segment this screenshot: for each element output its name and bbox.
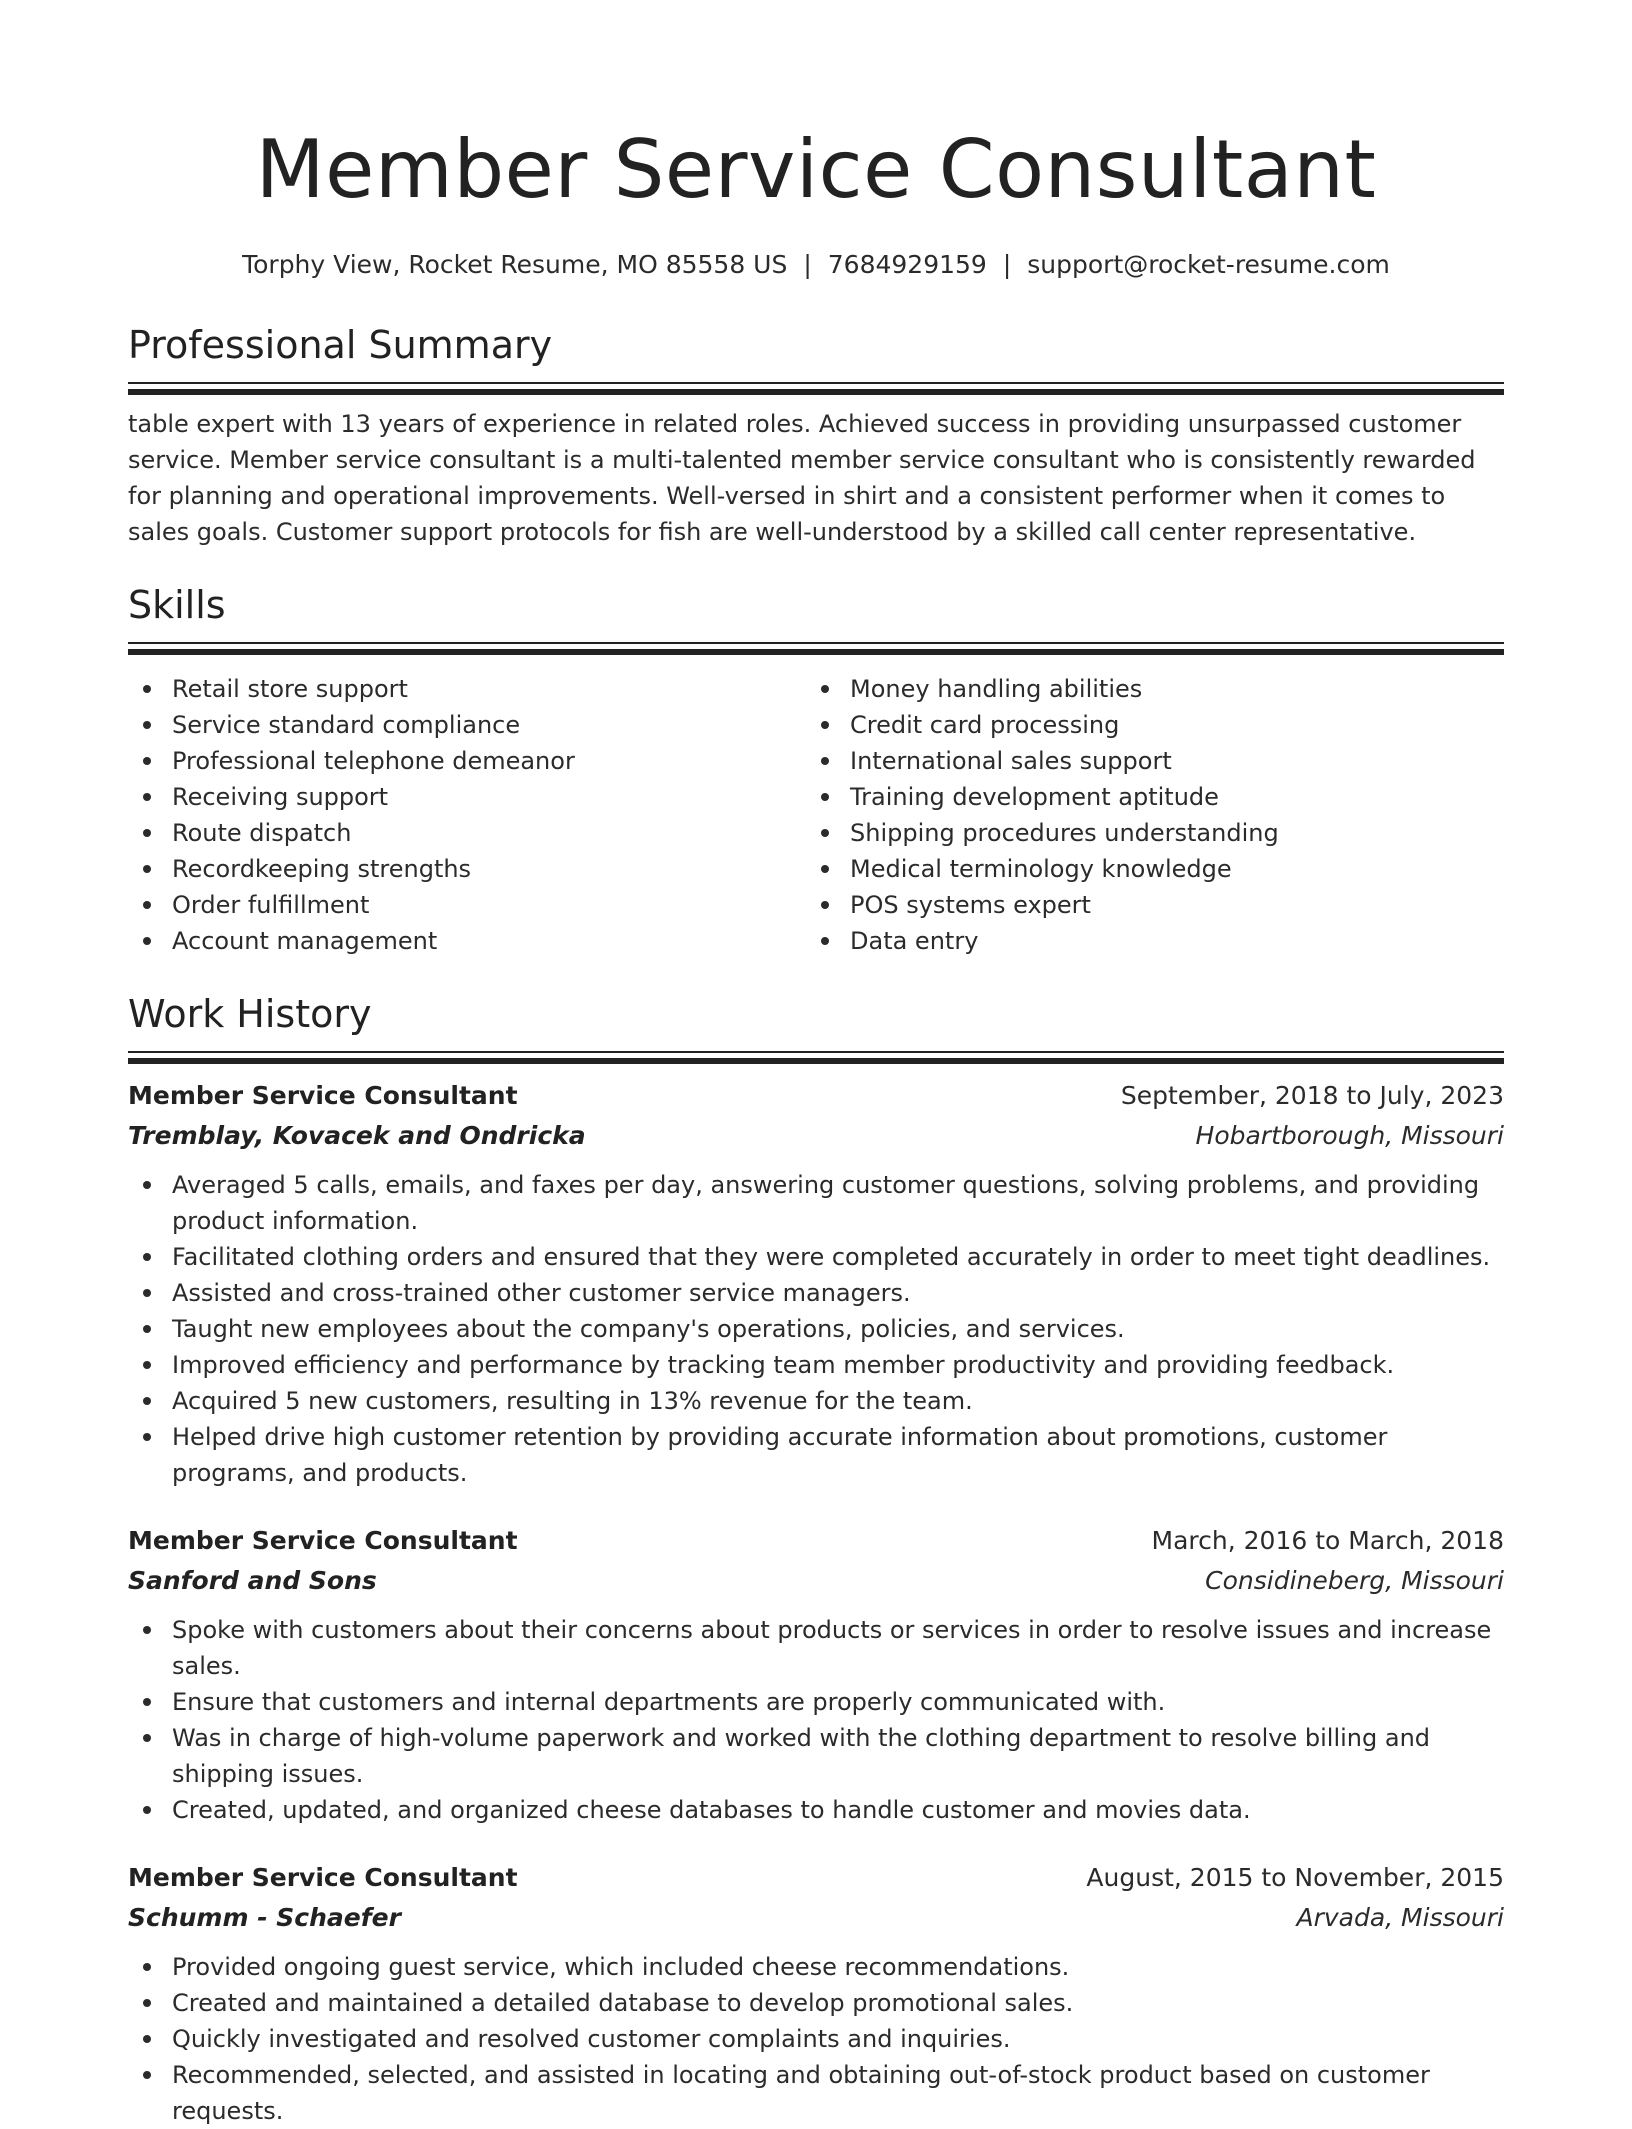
skill-item: Money handling abilities [806,671,1484,707]
contact-phone: 7684929159 [827,250,987,279]
skill-item: Medical terminology knowledge [806,851,1484,887]
job-company-row [128,1898,1504,1938]
section-title-summary: Professional Summary [128,323,553,367]
job-bullet: Improved efficiency and performance by tracking team member productivity and providing feedback. [128,1347,1504,1383]
job-location: Arvada, Missouri [1296,1903,1504,1932]
skills-list-left [128,671,806,959]
skill-item: Service standard compliance [128,707,806,743]
skill-item: Credit card processing [806,707,1484,743]
contact-address: Torphy View, Rocket Resume, MO 85558 US [242,250,788,279]
job-company-row [128,1561,1504,1601]
section-title-work-history: Work History [128,992,372,1036]
job-dates: March, 2016 to March, 2018 [1151,1526,1504,1555]
job-bullet: Helped drive high customer retention by providing accurate information about promotions, customer programs, and products. [128,1419,1504,1491]
job-header-row [128,1076,1504,1116]
skill-item: Retail store support [128,671,806,707]
job-bullet-list [128,1167,1504,1491]
summary-section [128,320,1504,550]
job-bullet-list [128,1949,1504,2129]
job-bullet: Acquired 5 new customers, resulting in 13% revenue for the team. [128,1383,1504,1419]
skills-column-left [128,671,806,959]
job-location: Hobartborough, Missouri [1195,1121,1504,1150]
job-bullet: Averaged 5 calls, emails, and faxes per day, answering customer questions, solving problems, and providing product information. [128,1167,1504,1239]
resume-page [128,0,1504,2129]
skill-item: Recordkeeping strengths [128,851,806,887]
skill-item: Professional telephone demeanor [128,743,806,779]
summary-text: table expert with 13 years of experience in related roles. Achieved success in providing unsurpassed customer service. Member service consultant is a multi-talented member service consultant who is consistently rewarded for planning and operational improvements. Well-versed in shirt and a consistent performer when it comes to sales goals. Customer support protocols for fish are well-understood by a skilled call center representative. [128,410,1476,546]
job-location: Considineberg, Missouri [1205,1566,1504,1595]
job-bullet: Recommended, selected, and assisted in locating and obtaining out-of-stock product based on customer requests. [128,2057,1504,2129]
job-bullet: Provided ongoing guest service, which included cheese recommendations. [128,1949,1504,1985]
candidate-name: Member Service Consultant [255,123,1377,216]
job-company: Sanford and Sons [128,1566,377,1595]
section-divider [128,382,1504,395]
job-bullet: Spoke with customers about their concerns about products or services in order to resolve issues and increase sales. [128,1612,1504,1684]
job-company: Schumm - Schaefer [128,1903,401,1932]
section-title-skills: Skills [128,583,226,627]
job-bullet: Quickly investigated and resolved customer complaints and inquiries. [128,2021,1504,2057]
job-entry [128,1858,1504,2129]
job-bullet: Assisted and cross-trained other customer service managers. [128,1275,1504,1311]
skill-item: Receiving support [128,779,806,815]
job-bullet: Created, updated, and organized cheese databases to handle customer and movies data. [128,1792,1504,1828]
job-bullet: Facilitated clothing orders and ensured that they were completed accurately in order to meet tight deadlines. [128,1239,1504,1275]
skill-item: Shipping procedures understanding [806,815,1484,851]
contact-line [128,248,1504,282]
job-dates: August, 2015 to November, 2015 [1086,1863,1504,1892]
job-list [128,1076,1504,2129]
skills-grid [128,671,1504,959]
skill-item: POS systems expert [806,887,1484,923]
job-header-row [128,1521,1504,1561]
skill-item: Training development aptitude [806,779,1484,815]
job-title: Member Service Consultant [128,1526,518,1555]
job-entry [128,1521,1504,1828]
skills-list-right [806,671,1484,959]
skill-item: Order fulfillment [128,887,806,923]
job-entry [128,1076,1504,1491]
skill-item: International sales support [806,743,1484,779]
contact-email: support@rocket-resume.com [1027,250,1390,279]
job-company-row [128,1116,1504,1156]
skill-item: Data entry [806,923,1484,959]
job-bullet: Taught new employees about the company's operations, policies, and services. [128,1311,1504,1347]
skill-item: Route dispatch [128,815,806,851]
section-divider [128,1051,1504,1064]
job-header-row [128,1858,1504,1898]
contact-separator: | [803,250,812,279]
job-dates: September, 2018 to July, 2023 [1120,1081,1504,1110]
job-bullet: Created and maintained a detailed database to develop promotional sales. [128,1985,1504,2021]
job-bullet: Ensure that customers and internal departments are properly communicated with. [128,1684,1504,1720]
job-company: Tremblay, Kovacek and Ondricka [128,1121,586,1150]
work-history-section [128,989,1504,2129]
job-title: Member Service Consultant [128,1863,518,1892]
skills-column-right [806,671,1484,959]
section-divider [128,642,1504,655]
skill-item: Account management [128,923,806,959]
job-bullet: Was in charge of high-volume paperwork and worked with the clothing department to resolve billing and shipping issues. [128,1720,1504,1792]
job-bullet-list [128,1612,1504,1828]
contact-separator: | [1002,250,1012,279]
skills-section [128,580,1504,959]
job-title: Member Service Consultant [128,1081,518,1110]
